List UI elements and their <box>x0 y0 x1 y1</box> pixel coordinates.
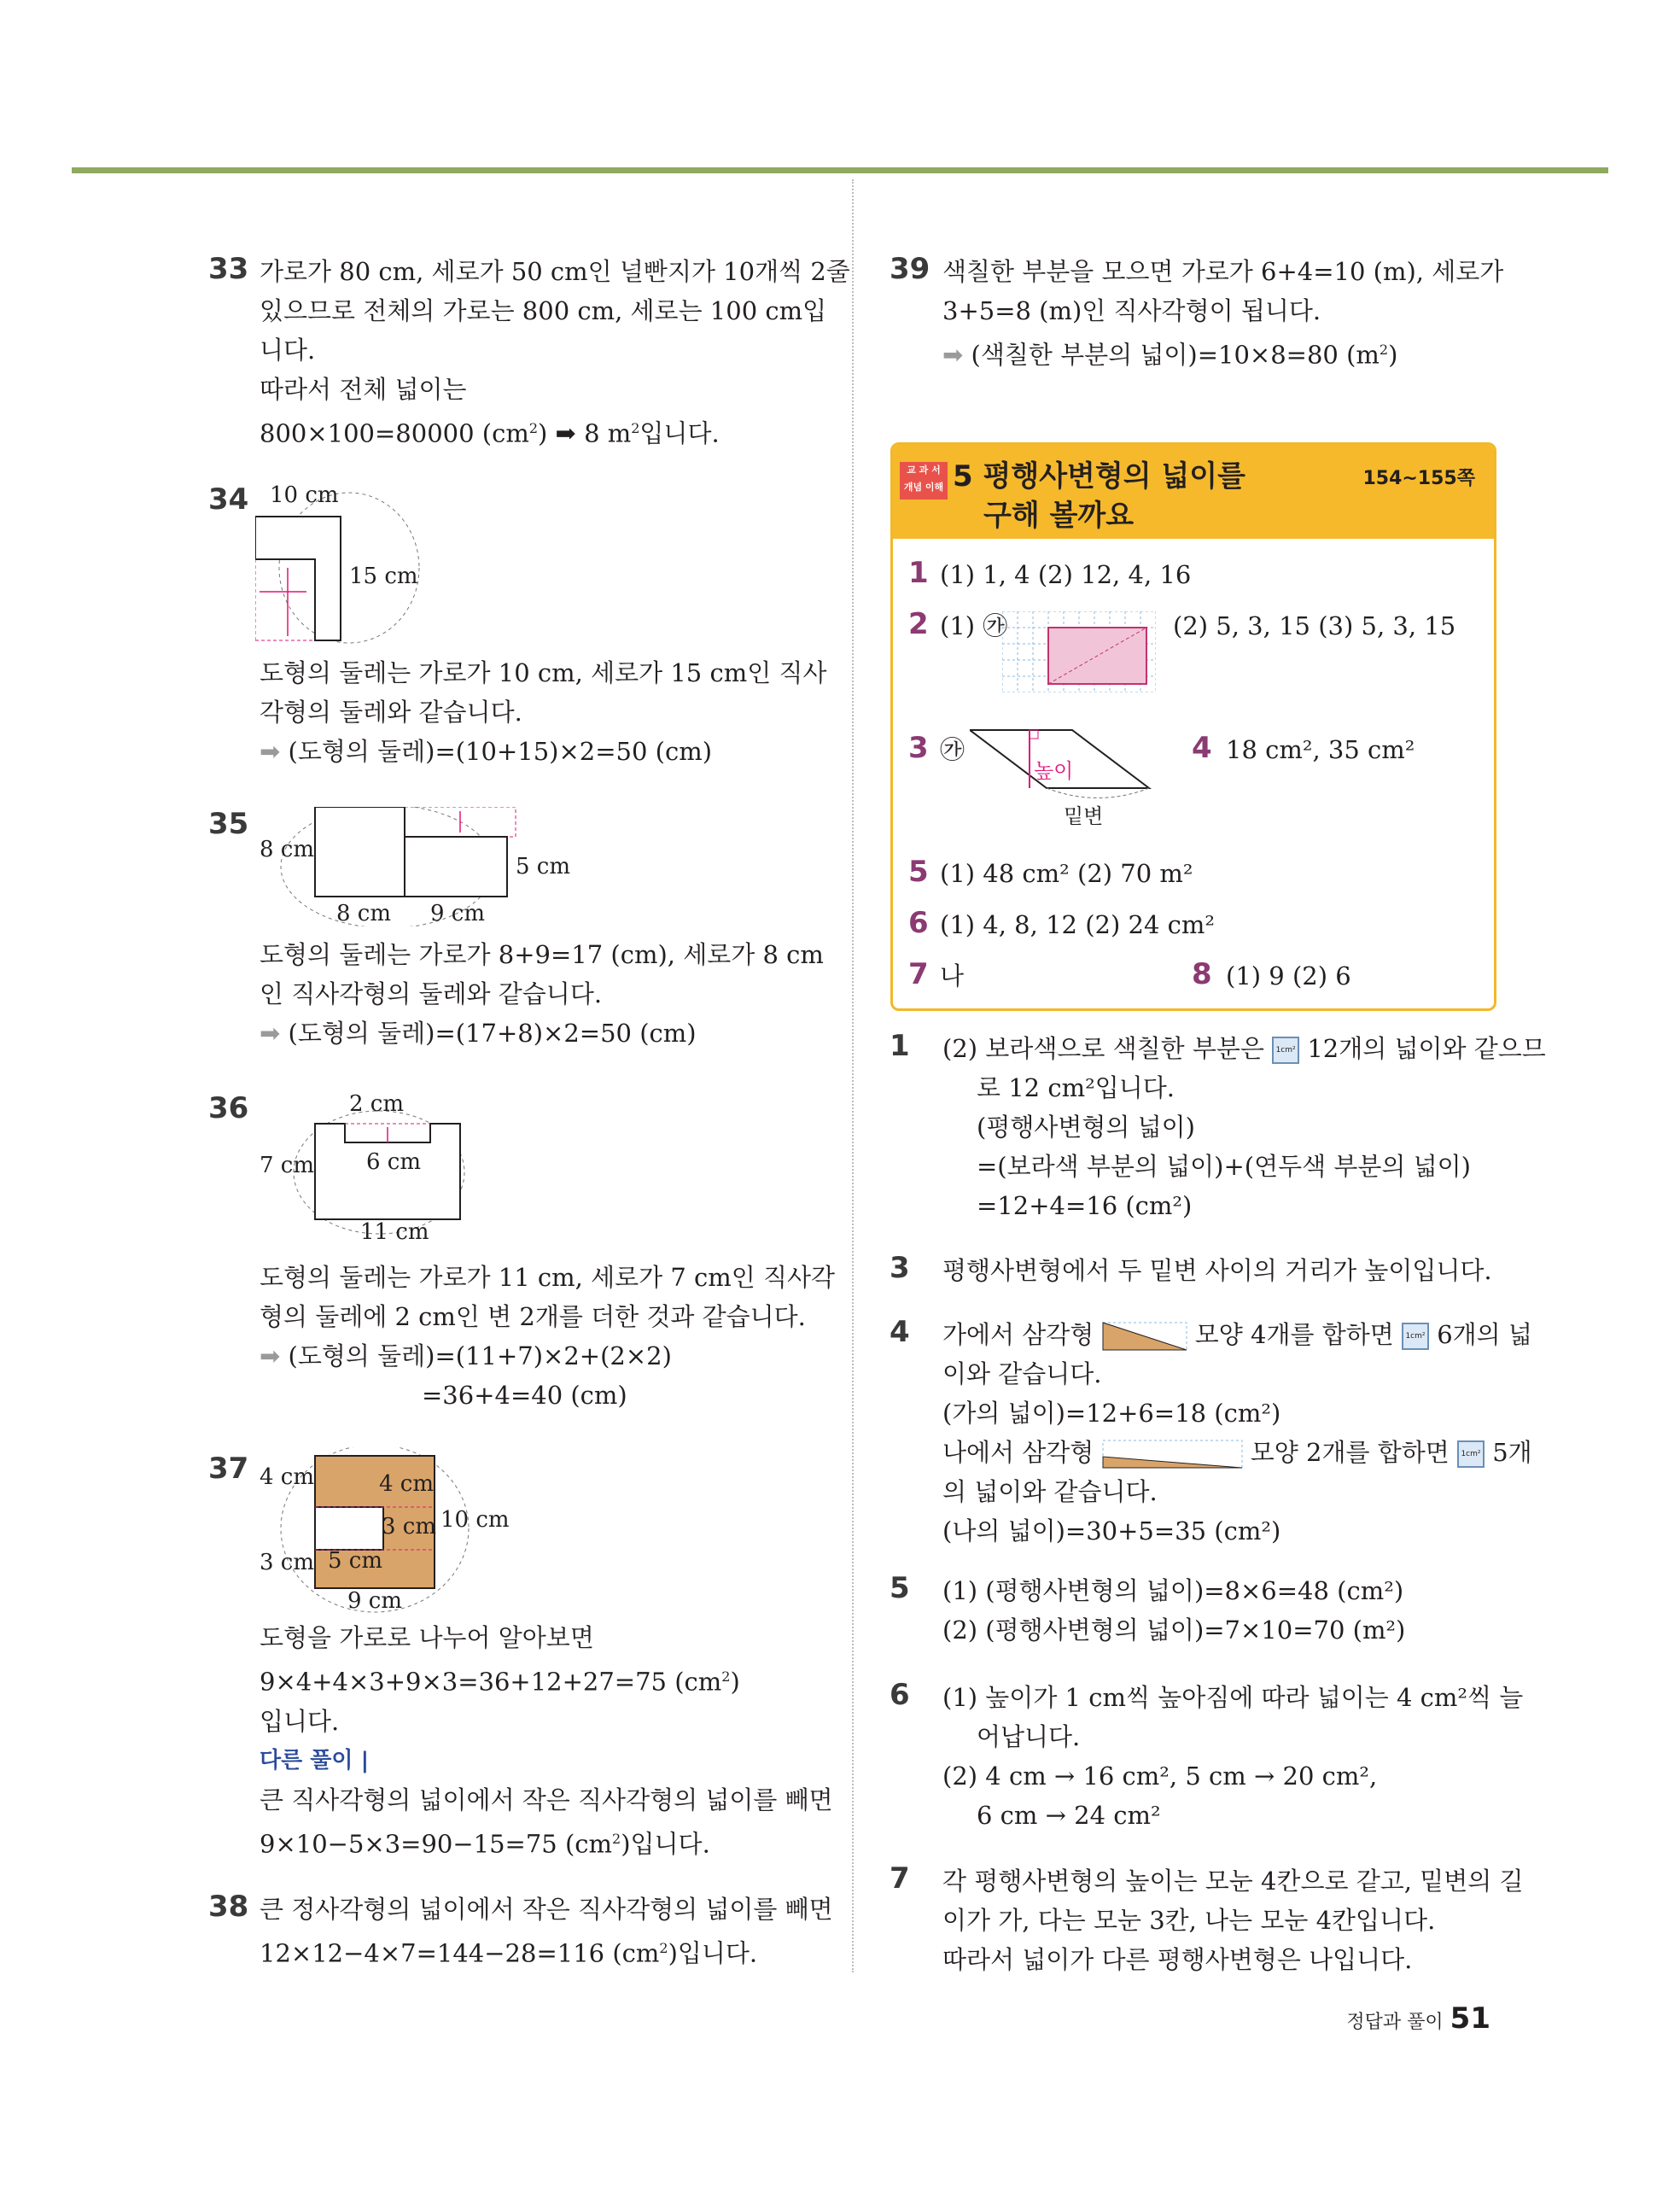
text-line: ➡ (도형의 둘레)=(11+7)×2+(2×2) <box>260 1341 672 1370</box>
text-line: 6 cm → 24 cm² <box>977 1801 1161 1830</box>
text-line: 800×100=80000 $(cm^2)$ ➡ 8 $m^2$입니다. <box>260 418 720 448</box>
answer-text: 나 <box>940 961 965 990</box>
section-pages: 154~155쪽 <box>1362 468 1475 489</box>
text-line: 도형의 둘레는 가로가 11 cm, 세로가 7 cm인 직사각 <box>260 1263 836 1292</box>
answer-number: 2 <box>908 607 929 641</box>
text-line: ➡ (색칠한 부분의 넓이)=10×8=80 $(m^2)$ <box>942 340 1398 370</box>
answer-text: ㉮ <box>940 735 965 764</box>
answer-number: 4 <box>1192 731 1212 765</box>
text-line: 큰 정사각형의 넓이에서 작은 직사각형의 넓이를 빼면 <box>260 1895 833 1924</box>
problem-number: 36 <box>208 1091 249 1125</box>
explanation-number: 7 <box>890 1861 910 1896</box>
text-line: 의 넓이와 같습니다. <box>942 1477 1158 1506</box>
explanation-number: 3 <box>890 1251 910 1285</box>
figure-label: 5 cm <box>328 1548 383 1574</box>
figure-label: 9 cm <box>430 901 486 926</box>
figure-label: 8 cm <box>260 837 315 862</box>
text-line: 3+5=8 (m)인 직사각형이 됩니다. <box>942 296 1321 325</box>
explanation-number: 6 <box>890 1678 910 1712</box>
arrow-icon: ➡ <box>260 1341 289 1370</box>
text-line: ➡ (도형의 둘레)=(17+8)×2=50 (cm) <box>260 1019 697 1048</box>
text-line: 각형의 둘레와 같습니다. <box>260 698 522 727</box>
text-line: =36+4=40 (cm) <box>422 1381 627 1410</box>
text-line: 인 직사각형의 둘레와 같습니다. <box>260 979 603 1008</box>
figure-label: 10 cm <box>270 482 339 508</box>
text-line: 있으므로 전체의 가로는 800 cm, 세로는 100 cm입 <box>260 296 827 325</box>
answer-text: (1) 4, 8, 12 (2) 24 cm² <box>940 910 1215 939</box>
section-title: 5 평행사변형의 넓이를 구해 볼까요 <box>953 459 1245 533</box>
answer-number: 8 <box>1192 957 1212 991</box>
page-footer <box>1346 2001 1490 2036</box>
text-line: 큰 직사각형의 넓이에서 작은 직사각형의 넓이를 빼면 <box>260 1785 833 1814</box>
figure-label: 3 cm <box>382 1514 437 1540</box>
text-line: 도형을 가로로 나누어 알아보면 <box>260 1623 594 1652</box>
answer-number: 1 <box>908 556 929 590</box>
figure-label: 4 cm <box>379 1471 435 1497</box>
top-rule <box>72 167 1608 173</box>
text-line: 9×10−5×3=90−15=75 $(cm^2)$입니다. <box>260 1829 710 1859</box>
problem-number: 38 <box>208 1890 249 1924</box>
figure-label: 4 cm <box>260 1464 315 1490</box>
answer-text: 18 cm², 35 cm² <box>1226 735 1415 764</box>
unit-square-icon: 1cm² <box>1272 1037 1299 1064</box>
problem-number: 39 <box>890 252 930 286</box>
figure-label: 8 cm <box>336 901 392 926</box>
text-line: (평행사변형의 넓이) <box>977 1113 1195 1142</box>
text-line: (1) 높이가 1 cm씩 높아짐에 따라 넓이는 4 cm²씩 늘 <box>942 1683 1524 1712</box>
text-line: 가에서 삼각형 모양 4개를 합하면 1cm² 6개의 넓 <box>942 1320 1532 1349</box>
answer-number: 6 <box>908 906 929 940</box>
text-line: 따라서 넓이가 다른 평행사변형은 나입니다. <box>942 1945 1413 1974</box>
problem-number: 35 <box>208 807 249 841</box>
text-line: 형의 둘레에 2 cm인 변 2개를 더한 것과 같습니다. <box>260 1302 806 1331</box>
answer-text: (1) 48 cm² (2) 70 m² <box>940 859 1193 888</box>
text-line: (2) 보라색으로 색칠한 부분은 1cm² 12개의 넓이와 같으므 <box>942 1034 1546 1063</box>
answer-text: (1) 1, 4 (2) 12, 4, 16 <box>940 560 1192 589</box>
figure-label: 11 cm <box>360 1219 429 1245</box>
text-line: 도형의 둘레는 가로가 10 cm, 세로가 15 cm인 직사 <box>260 658 827 687</box>
text-line: 색칠한 부분을 모으면 가로가 6+4=10 (m), 세로가 <box>942 257 1504 286</box>
answer-text: (1) ㉮ <box>940 611 1008 640</box>
text-line: 입니다. <box>260 1706 340 1736</box>
figure-label: 2 cm <box>349 1091 405 1117</box>
problem-number: 33 <box>208 252 249 286</box>
text-line: (나의 넓이)=30+5=35 (cm²) <box>942 1516 1281 1545</box>
text-line: 12×12−4×7=144−28=116 $(cm^2)$입니다. <box>260 1938 758 1968</box>
text-line: 나에서 삼각형 모양 2개를 합하면 1cm² 5개 <box>942 1438 1532 1467</box>
footer-label: 정답과 풀이 <box>1346 2012 1444 2033</box>
explanation-number: 1 <box>890 1029 910 1063</box>
answer-number: 7 <box>908 957 929 991</box>
explanation-number: 4 <box>890 1315 910 1349</box>
figure-35 <box>277 807 533 926</box>
text-line: =12+4=16 (cm²) <box>977 1191 1193 1220</box>
answer-box-header <box>893 445 1494 539</box>
problem-number: 37 <box>208 1452 249 1486</box>
figure-label: 3 cm <box>260 1550 315 1575</box>
answer-text: (1) 9 (2) 6 <box>1226 961 1351 990</box>
text-line: 따라서 전체 넓이는 <box>260 375 467 404</box>
figure-label: 10 cm <box>440 1507 510 1533</box>
figure-label: 7 cm <box>260 1153 315 1178</box>
text-line: 이가 가, 다는 모눈 3칸, 나는 모눈 4칸입니다. <box>942 1906 1436 1935</box>
text-line: 로 12 cm²입니다. <box>977 1073 1175 1102</box>
arrow-icon: ➡ <box>942 340 971 370</box>
text-line: (1) (평행사변형의 넓이)=8×6=48 (cm²) <box>942 1576 1404 1605</box>
answer-box <box>890 442 1496 1011</box>
other-solution-label: 다른 풀이 | <box>260 1747 370 1773</box>
unit-square-icon: 1cm² <box>1402 1323 1429 1350</box>
text-line: ➡ (도형의 둘레)=(10+15)×2=50 (cm) <box>260 737 713 766</box>
text-line: 도형의 둘레는 가로가 8+9=17 (cm), 세로가 8 cm <box>260 940 824 969</box>
base-label: 밑변 <box>1064 804 1104 828</box>
figure-label: 15 cm <box>349 564 418 589</box>
grid-figure <box>1002 611 1156 692</box>
problem-number: 34 <box>208 482 249 517</box>
page-number: 51 <box>1450 2001 1490 2036</box>
answer-number: 5 <box>908 855 929 889</box>
text-line: 9×4+4×3+9×3=36+12+27=75 $(cm^2)$ <box>260 1667 740 1697</box>
triangle-icon <box>1102 1440 1243 1469</box>
height-label: 높이 <box>1034 759 1074 783</box>
text-line: 어납니다. <box>977 1722 1081 1751</box>
text-line: (가의 넓이)=12+6=18 (cm²) <box>942 1399 1281 1428</box>
text-line: =(보라색 부분의 넓이)+(연두색 부분의 넓이) <box>977 1152 1471 1181</box>
answer-text: (2) 5, 3, 15 (3) 5, 3, 15 <box>1173 611 1456 640</box>
arrow-icon: ➡ <box>260 737 289 766</box>
text-line: 이와 같습니다. <box>942 1359 1102 1388</box>
figure-label: 5 cm <box>516 854 571 879</box>
text-line: 각 평행사변형의 높이는 모눈 4칸으로 같고, 밑변의 길 <box>942 1867 1524 1896</box>
text-line: 가로가 80 cm, 세로가 50 cm인 널빤지가 10개씩 2줄 <box>260 257 850 286</box>
section-tag: 교 과 서 개념 이해 <box>900 462 948 500</box>
text-line: (2) (평행사변형의 넓이)=7×10=70 (m²) <box>942 1615 1406 1645</box>
column-divider <box>852 179 854 1972</box>
unit-square-icon: 1cm² <box>1457 1440 1485 1468</box>
arrow-icon: ➡ <box>260 1019 289 1048</box>
text-line: 평행사변형에서 두 밑변 사이의 거리가 높이입니다. <box>942 1256 1492 1285</box>
text-line: (2) 4 cm → 16 cm², 5 cm → 20 cm², <box>942 1762 1378 1791</box>
answer-number: 3 <box>908 731 929 765</box>
explanation-number: 5 <box>890 1571 910 1605</box>
figure-label: 6 cm <box>366 1149 422 1175</box>
triangle-icon <box>1102 1322 1187 1351</box>
figure-label: 9 cm <box>347 1588 403 1614</box>
text-line: 니다. <box>260 336 316 365</box>
